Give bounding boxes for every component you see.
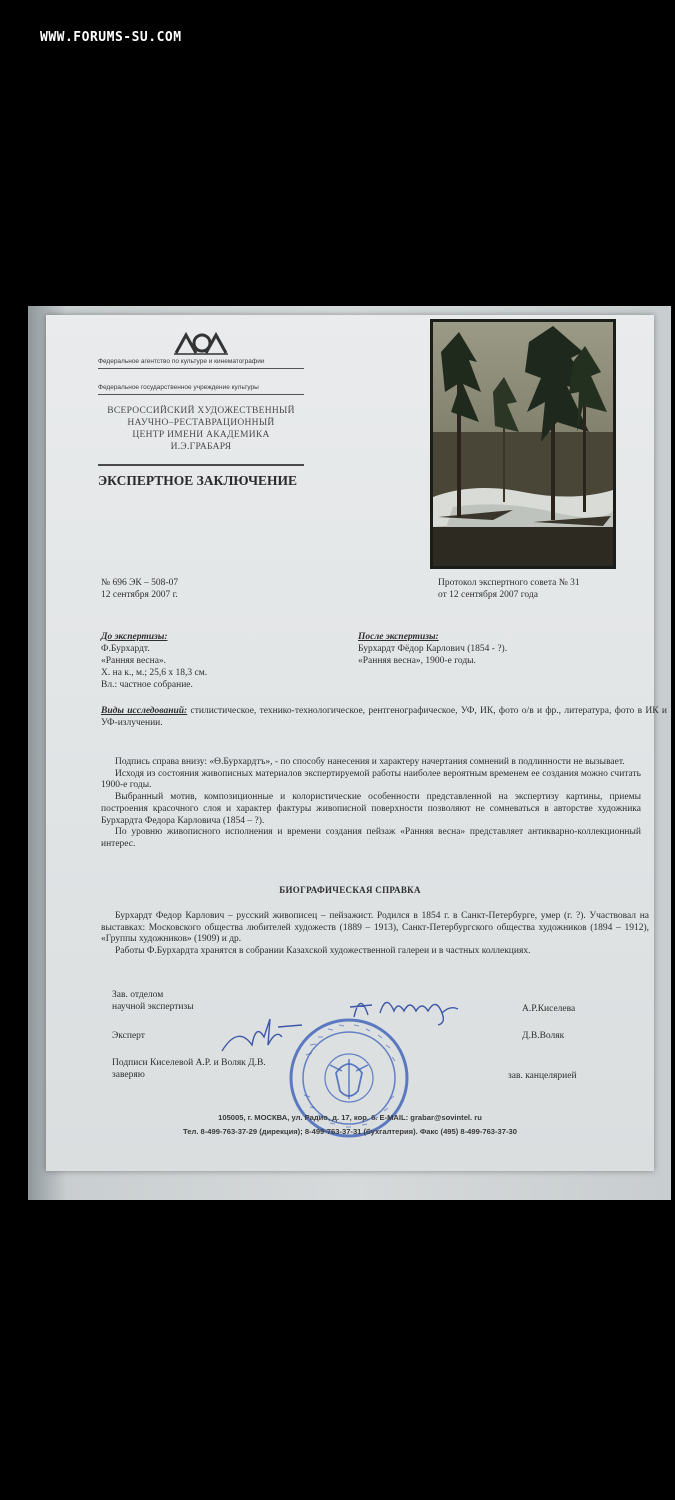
bio-paragraph: Бурхардт Федор Карлович – русский живописец – пейзажист. Родился в 1854 г. в Санкт-Петербурге, умер (г. ?). Участвовал на выставках: Московского общества любителей художеств (1889 – 1913), Санкт-Петербургского общества художников (1894 – 1912), «Группы художников» (1909) и др. xyxy=(101,911,649,945)
center-name-line: НАУЧНО–РЕСТАВРАЦИОННЫЙ xyxy=(127,418,275,428)
protocol-date: от 12 сентября 2007 года xyxy=(438,590,538,600)
painting-image xyxy=(433,322,613,566)
institution-name: Федеральное государственное учреждение культуры xyxy=(98,384,304,395)
footer-address: 105005, г. МОСКВА, ул. Радио, д. 17, кор. 6. E-MAIL: grabar@sovintel. ru xyxy=(218,1113,482,1122)
before-line: «Ранняя весна». xyxy=(101,656,167,666)
protocol-block xyxy=(438,577,580,601)
office-title: зав. канцелярией xyxy=(508,1071,577,1081)
conclusion-text xyxy=(101,757,641,851)
footer-phones: Тел. 8-499-763-37-29 (дирекция); 8-499-763-37-31 (бухгалтерия). Факс (495) 8-499-763-37-30 xyxy=(183,1127,517,1136)
reference-number: № 696 ЭК – 508-07 xyxy=(101,578,179,588)
center-name-line: ВСЕРОССИЙСКИЙ ХУДОЖЕСТВЕННЫЙ xyxy=(107,406,295,416)
center-name-line: ЦЕНТР ИМЕНИ АКАДЕМИКА xyxy=(132,430,270,440)
research-methods xyxy=(101,705,667,729)
expert-name: Д.В.Воляк xyxy=(522,1031,565,1041)
conclusion-paragraph: Подпись справа внизу: «Ѳ.Бурхардтъ», - по способу нанесения и характеру начертания сомнений в подлинности не вызывает. xyxy=(115,757,625,767)
after-line: «Ранняя весна», 1900-е годы. xyxy=(358,656,476,666)
head-title xyxy=(112,989,194,1013)
conclusion-paragraph: По уровню живописного исполнения и времени создания пейзаж «Ранняя весна» представляет антикварно-коллекционный интерес. xyxy=(101,827,641,849)
agency-name: Федеральное агентство по культуре и кинематографии xyxy=(98,358,304,369)
after-expertise xyxy=(358,631,507,667)
reference-number-block xyxy=(101,577,178,601)
before-expertise xyxy=(101,631,207,691)
bio-paragraph: Работы Ф.Бурхардта хранятся в собрании Казахской художественной галереи и в частных коллекциях. xyxy=(115,946,531,957)
watermark-text: WWW.FORUMS-SU.COM xyxy=(40,30,182,45)
after-heading: После экспертизы: xyxy=(358,632,439,642)
before-line: Ф.Бурхардт. xyxy=(101,644,150,654)
before-line: Вл.: частное собрание. xyxy=(101,680,193,690)
methods-heading: Виды исследований: xyxy=(101,706,188,716)
after-line: Бурхардт Фёдор Карлович (1854 - ?). xyxy=(358,644,508,654)
certify-line: Подписи Киселевой А.Р. и Воляк Д.В. xyxy=(112,1058,266,1068)
before-heading: До экспертизы: xyxy=(101,632,168,642)
before-line: Х. на к., м.; 25,6 х 18,3 см. xyxy=(101,668,208,678)
center-name-line: И.Э.ГРАБАРЯ xyxy=(170,442,232,452)
protocol-number: Протокол экспертного совета № 31 xyxy=(438,578,580,588)
conclusion-paragraph: Исходя из состояния живописных материалов экспертируемой работы наиболее вероятным временем ее создания можно считать 1900-е годы. xyxy=(101,768,641,791)
methods-text: стилистическое, технико-технологическое, рентгенографическое, УФ, ИК, фото о/в и фр., литература, фото в ИК и УФ-излучении. xyxy=(101,706,667,728)
footer-contacts xyxy=(46,1111,654,1139)
head-name: А.Р.Киселева xyxy=(522,1004,576,1014)
bio-heading: БИОГРАФИЧЕСКАЯ СПРАВКА xyxy=(279,885,421,895)
reference-date: 12 сентября 2007 г. xyxy=(101,590,178,600)
expert-title: Эксперт xyxy=(112,1031,145,1041)
certificate-page xyxy=(46,315,667,1171)
grabar-logo-icon xyxy=(172,329,230,355)
certify-text xyxy=(112,1057,266,1081)
bio-text xyxy=(101,911,649,958)
head-title-line: научной экспертизы xyxy=(112,1002,194,1012)
conclusion-paragraph: Выбранный мотив, композиционные и колористические особенности представленной на экспертизу картины, приемы построения красочного слоя и характер фактуры живописной поверхности позволяют не сомневаться в авторстве художника Бурхардта Федора Карловича (1854 – ?). xyxy=(101,792,641,826)
center-name xyxy=(98,405,304,453)
head-title-line: Зав. отделом xyxy=(112,990,164,1000)
painting-photo xyxy=(430,319,616,569)
document-title: ЭКСПЕРТНОЕ ЗАКЛЮЧЕНИЕ xyxy=(98,473,297,488)
certify-line: заверяю xyxy=(112,1070,145,1080)
letterhead-rule xyxy=(98,464,304,466)
